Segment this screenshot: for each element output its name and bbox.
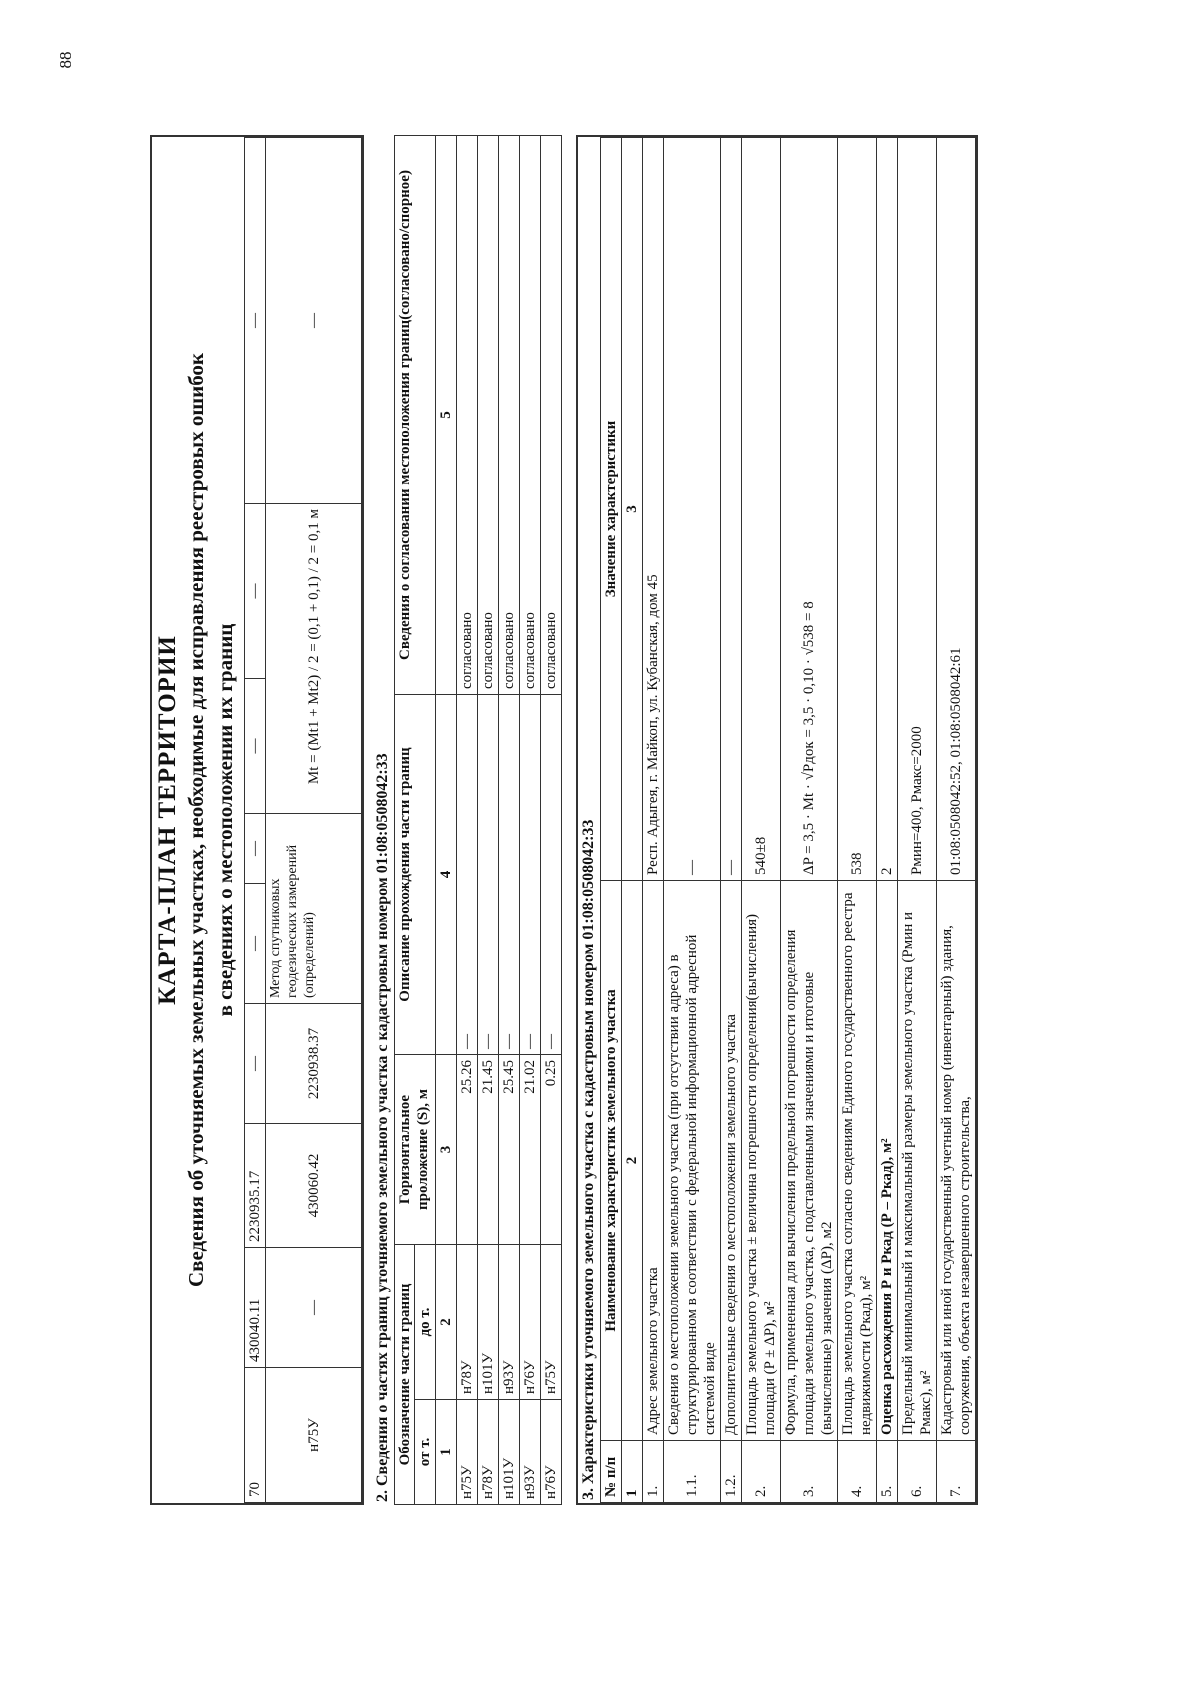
table-cell: 2230938.37 — [266, 1004, 362, 1124]
table-cell: — — [245, 814, 266, 884]
table-row — [937, 138, 976, 1503]
characteristic-name: Площадь земельного участка согласно сведениям Единого государственного реестра недвижимости (Ркад), м² — [838, 881, 877, 1441]
document-page — [150, 135, 1100, 1505]
description-value: — — [499, 695, 520, 1055]
agreement-value: согласовано — [499, 136, 520, 695]
page-number: 88 — [56, 51, 75, 69]
description-value: — — [457, 695, 478, 1055]
column-header: до т. — [415, 1245, 436, 1400]
section-2-title: 2. Сведения о частях границ уточняемого земельного участка с кадастровым номером 01:08:0508042:33 — [374, 753, 391, 1502]
to-point: н93У — [499, 1245, 520, 1400]
length-value: 25.45 — [499, 1055, 520, 1245]
characteristic-value: 01:08:0508042:52, 01:08:0508042:61 — [937, 138, 976, 881]
table-cell: 430060.42 — [266, 1124, 362, 1248]
column-header: Обозначение части границ — [395, 1245, 415, 1505]
column-number: 5 — [436, 136, 457, 695]
row-number: 5. — [877, 1441, 898, 1503]
coordinates-table — [244, 137, 362, 1503]
description-value: — — [478, 695, 499, 1055]
table-cell: — — [245, 138, 266, 504]
column-number: 4 — [436, 695, 457, 1055]
length-value: 25.26 — [457, 1055, 478, 1245]
table-row — [643, 138, 664, 1503]
column-number: 2 — [622, 881, 643, 1441]
column-header: от т. — [415, 1400, 436, 1505]
page-title: КАРТА-ПЛАН ТЕРРИТОРИИ — [154, 635, 181, 1005]
column-header: № п/п — [601, 1441, 622, 1503]
agreement-value: согласовано — [478, 136, 499, 695]
table-row — [478, 136, 499, 1505]
table-cell: Метод спутниковых геодезических измерений (определений) — [266, 814, 362, 1004]
characteristic-value: — — [664, 138, 721, 881]
column-header: Сведения о согласовании местоположения границ(согласовано/спорное) — [395, 136, 436, 695]
length-value: 0.25 — [541, 1055, 562, 1245]
from-point: н75У — [457, 1400, 478, 1505]
characteristic-name: Адрес земельного участка — [643, 881, 664, 1441]
table-row — [838, 138, 877, 1503]
table-row — [520, 136, 541, 1505]
characteristic-name: Дополнительные сведения о местоположении земельного участка — [721, 881, 742, 1441]
row-number: 1.2. — [721, 1441, 742, 1503]
table-cell: н75У — [266, 1368, 362, 1503]
subtitle-line-1: Сведения об уточняемых земельных участках, необходимые для исправления реестровых ошибок — [184, 352, 208, 1288]
column-header: Наименование характеристик земельного участка — [601, 881, 622, 1441]
to-point: н76У — [520, 1245, 541, 1400]
characteristic-value: 538 — [838, 138, 877, 881]
table-cell: — — [245, 884, 266, 1004]
row-number: 3. — [781, 1441, 838, 1503]
table-row — [266, 138, 362, 1503]
table-row — [245, 138, 266, 1503]
description-value: — — [520, 695, 541, 1055]
table-cell: — — [245, 679, 266, 814]
column-number: 3 — [436, 1055, 457, 1245]
table-row — [781, 138, 838, 1503]
characteristic-name: Предельный минимальный и максимальный размеры земельного участка (Рмин и Рмакс), м² — [898, 881, 937, 1441]
characteristic-value: 540±8 — [742, 138, 781, 881]
column-header: Горизонтальное проложение (S), м — [395, 1055, 436, 1245]
from-point: н78У — [478, 1400, 499, 1505]
table-row — [898, 138, 937, 1503]
column-header: Описание прохождения части границ — [395, 695, 436, 1055]
column-number: 3 — [622, 138, 643, 881]
table-row — [541, 136, 562, 1505]
title-frame — [150, 135, 364, 1505]
characteristic-value: — — [721, 138, 742, 881]
row-number: 6. — [898, 1441, 937, 1503]
row-number: 7. — [937, 1441, 976, 1503]
table-cell: — — [266, 138, 362, 504]
subtitle-line-2: в сведениях о местоположении их границ — [213, 623, 237, 1017]
table-cell: 2230935.17 — [245, 1124, 266, 1248]
agreement-value: согласовано — [457, 136, 478, 695]
characteristic-name: Формула, примененная для вычисления предельной погрешности определения площади земельного участка, с подставленными значениями и итоговые (вычисленные) значения (ΔP), м2 — [781, 881, 838, 1441]
from-point: н101У — [499, 1400, 520, 1505]
table-cell: — — [245, 504, 266, 679]
characteristic-name: Сведения о местоположении земельного участка (при отсутствии адреса) в структурированном в соответствии с федеральной информационной адресной системой виде — [664, 881, 721, 1441]
length-value: 21.45 — [478, 1055, 499, 1245]
agreement-value: согласовано — [541, 136, 562, 695]
table-cell: Mt = (Mt1 + Mt2) / 2 = (0,1 + 0,1) / 2 = 0,1 м — [266, 504, 362, 814]
agreement-value: согласовано — [520, 136, 541, 695]
row-number: 2. — [742, 1441, 781, 1503]
table-row — [877, 138, 898, 1503]
characteristic-name: Оценка расхождения Р и Ркад (Р – Ркад), м² — [877, 881, 898, 1441]
table-header-row — [601, 138, 622, 1503]
table-row — [457, 136, 478, 1505]
section-3-frame — [576, 135, 978, 1505]
table-row — [721, 138, 742, 1503]
boundary-parts-table — [394, 135, 562, 1505]
table-row — [742, 138, 781, 1503]
column-number-row — [622, 138, 643, 1503]
length-value: 21.02 — [520, 1055, 541, 1245]
characteristic-value: 2 — [877, 138, 898, 881]
characteristic-name: Площадь земельного участка ± величина погрешности определения(вычисления) площади (P ± ΔP), м² — [742, 881, 781, 1441]
table-cell: 430040.11 — [245, 1248, 266, 1368]
section-3-title: 3. Характеристики уточняемого земельного участка с кадастровым номером 01:08:0508042:33 — [580, 819, 597, 1500]
column-header: Значение характеристики — [601, 138, 622, 881]
column-number: 2 — [436, 1245, 457, 1400]
from-point: н93У — [520, 1400, 541, 1505]
row-number: 1.1. — [664, 1441, 721, 1503]
to-point: н75У — [541, 1245, 562, 1400]
description-value: — — [541, 695, 562, 1055]
table-header-row — [395, 136, 415, 1505]
table-row — [499, 136, 520, 1505]
row-number: 1. — [643, 1441, 664, 1503]
characteristic-value: Рмин=400, Рмакс=2000 — [898, 138, 937, 881]
table-cell: — — [266, 1248, 362, 1368]
characteristic-value: Респ. Адыгея, г. Майкоп, ул. Кубанская, дом 45 — [643, 138, 664, 881]
characteristic-name: Кадастровый или иной государственный учетный номер (инвентарный) здания, сооружения, объекта незавершенного строительства, — [937, 881, 976, 1441]
table-cell: — — [245, 1004, 266, 1124]
column-number: 1 — [622, 1441, 643, 1503]
table-row — [664, 138, 721, 1503]
column-number: 1 — [436, 1400, 457, 1505]
row-number: 4. — [838, 1441, 877, 1503]
characteristic-value: ΔP = 3,5 · Mt · √Pдок = 3,5 · 0,10 · √538 = 8 — [781, 138, 838, 881]
column-number-row — [436, 136, 457, 1505]
table-cell: 70 — [245, 1368, 266, 1503]
characteristics-table — [600, 137, 976, 1503]
to-point: н78У — [457, 1245, 478, 1400]
to-point: н101У — [478, 1245, 499, 1400]
from-point: н76У — [541, 1400, 562, 1505]
